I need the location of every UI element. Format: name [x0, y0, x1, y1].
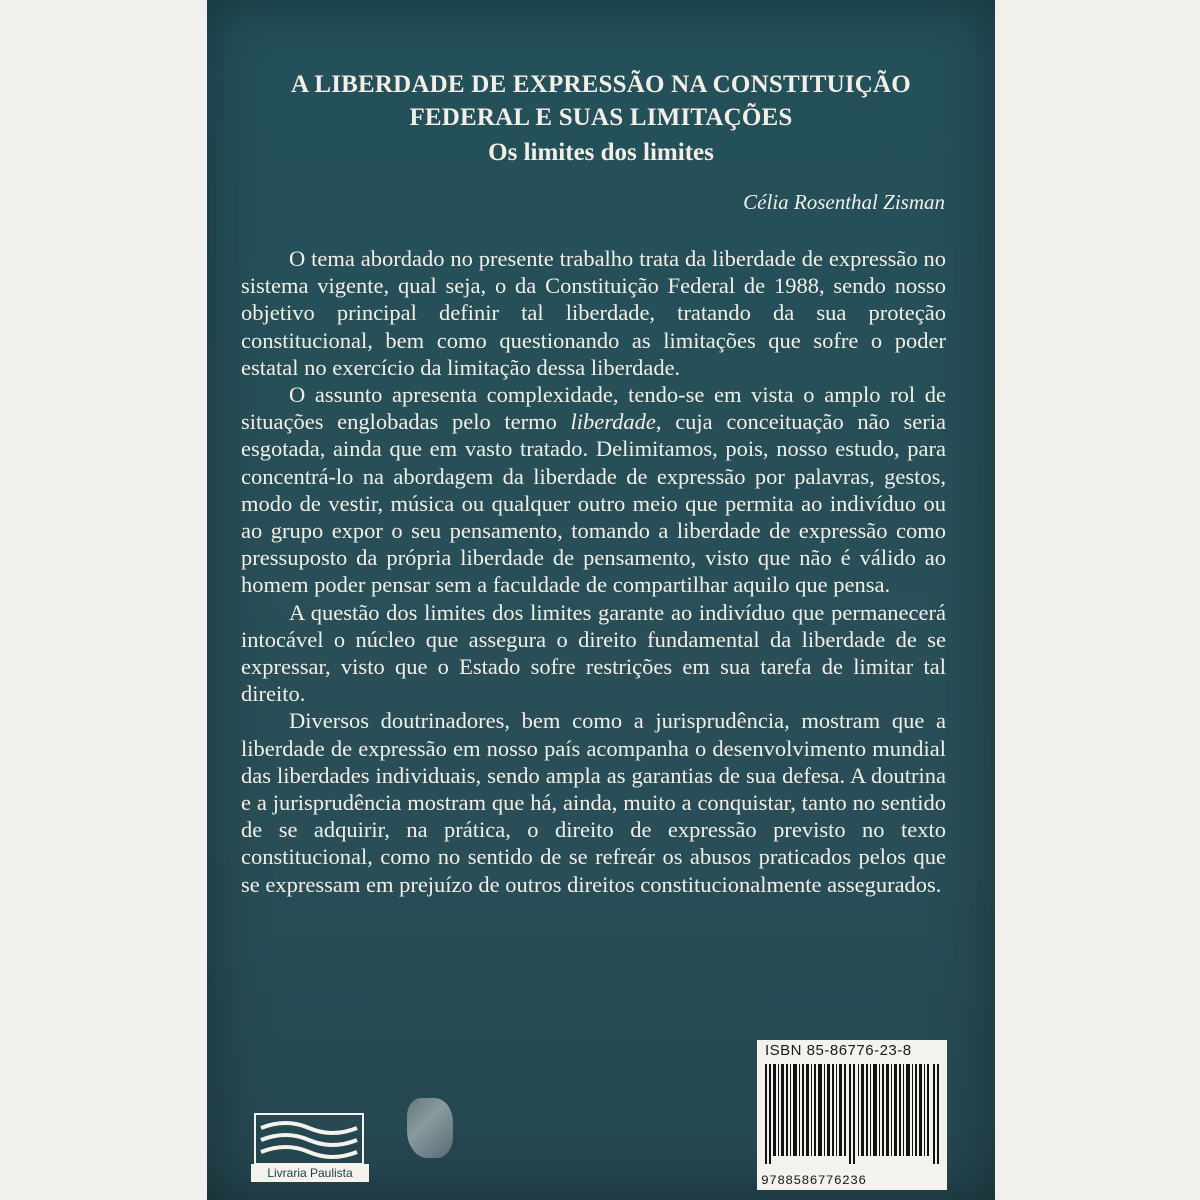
publisher-logo	[251, 1110, 371, 1182]
synopsis	[241, 245, 946, 898]
paragraph-3: A questão dos limites dos limites garante ao indivíduo que permanecerá intocável o núcleo que assegura o direito fundamental da liberdade de se expressar, visto que o Estado sofre restrições em sua tarefa de limitar tal direito.	[241, 599, 946, 707]
paragraph-2	[241, 381, 946, 599]
book-back-cover	[207, 0, 995, 1200]
book-title-line-1: A LIBERDADE DE EXPRESSÃO NA CONSTITUIÇÃO	[291, 71, 911, 98]
book-title-line-2: FEDERAL E SUAS LIMITAÇÕES	[409, 104, 793, 131]
paragraph-4: Diversos doutrinadores, bem como a jurisprudência, mostram que a liberdade de expressão em nosso país acompanha o desenvolvimento mundial das liberdades individuais, sendo ampla as garantias de sua defesa. A doutrina e a jurisprudência mostram que há, ainda, muito a conquistar, tanto no sentido de se adquirir, na prática, o direito de expressão previsto no texto constitucional, como no sentido de se refreár os abusos praticados pelos que se expressam em prejuízo de outros direitos constitucionalmente assegurados.	[241, 708, 946, 897]
paragraph-2-end: , cuja conceituação não seria esgotada, ainda que em vasto tratado. Delimitamos, pois, nosso estudo, para concentrá-lo na abordagem da liberdade de expressão por palavras, gestos, modo de vestir, música ou qualquer outro meio que permita ao indivíduo ou ao grupo expor o seu pensamento, tomando a liberdade de expressão como pressuposto da própria liberdade de pensamento, visto que não é válido ao homem poder pensar sem a faculdade de compartilhar aquilo que pensa.	[241, 409, 946, 598]
isbn-label: ISBN 85-86776-23-8	[765, 1042, 912, 1059]
cover-wear-mark	[407, 1098, 453, 1158]
isbn-barcode	[757, 1040, 947, 1190]
paragraph-2-italic-term: liberdade	[570, 409, 656, 435]
waves-logo-icon	[251, 1110, 367, 1166]
paragraph-2-start: O assunto apresenta complexidade, tendo-se em vista o amplo rol de situações englobadas pelo termo	[241, 382, 946, 435]
title-block	[207, 68, 995, 172]
barcode-bars-icon	[765, 1064, 941, 1164]
book-subtitle: Os limites dos limites	[488, 139, 714, 166]
barcode-number: 9788586776236	[761, 1173, 867, 1188]
publisher-name: Livraria Paulista	[251, 1164, 369, 1182]
paragraph-1: O tema abordado no presente trabalho trata da liberdade de expressão no sistema vigente, qual seja, o da Constituição Federal de 1988, sendo nosso objetivo principal definir tal liberdade, tratando da sua proteção constitucional, bem como questionando as limitações que sofre o poder estatal no exercício da limitação dessa liberdade.	[241, 246, 946, 380]
author-name: Célia Rosenthal Zisman	[743, 190, 945, 214]
